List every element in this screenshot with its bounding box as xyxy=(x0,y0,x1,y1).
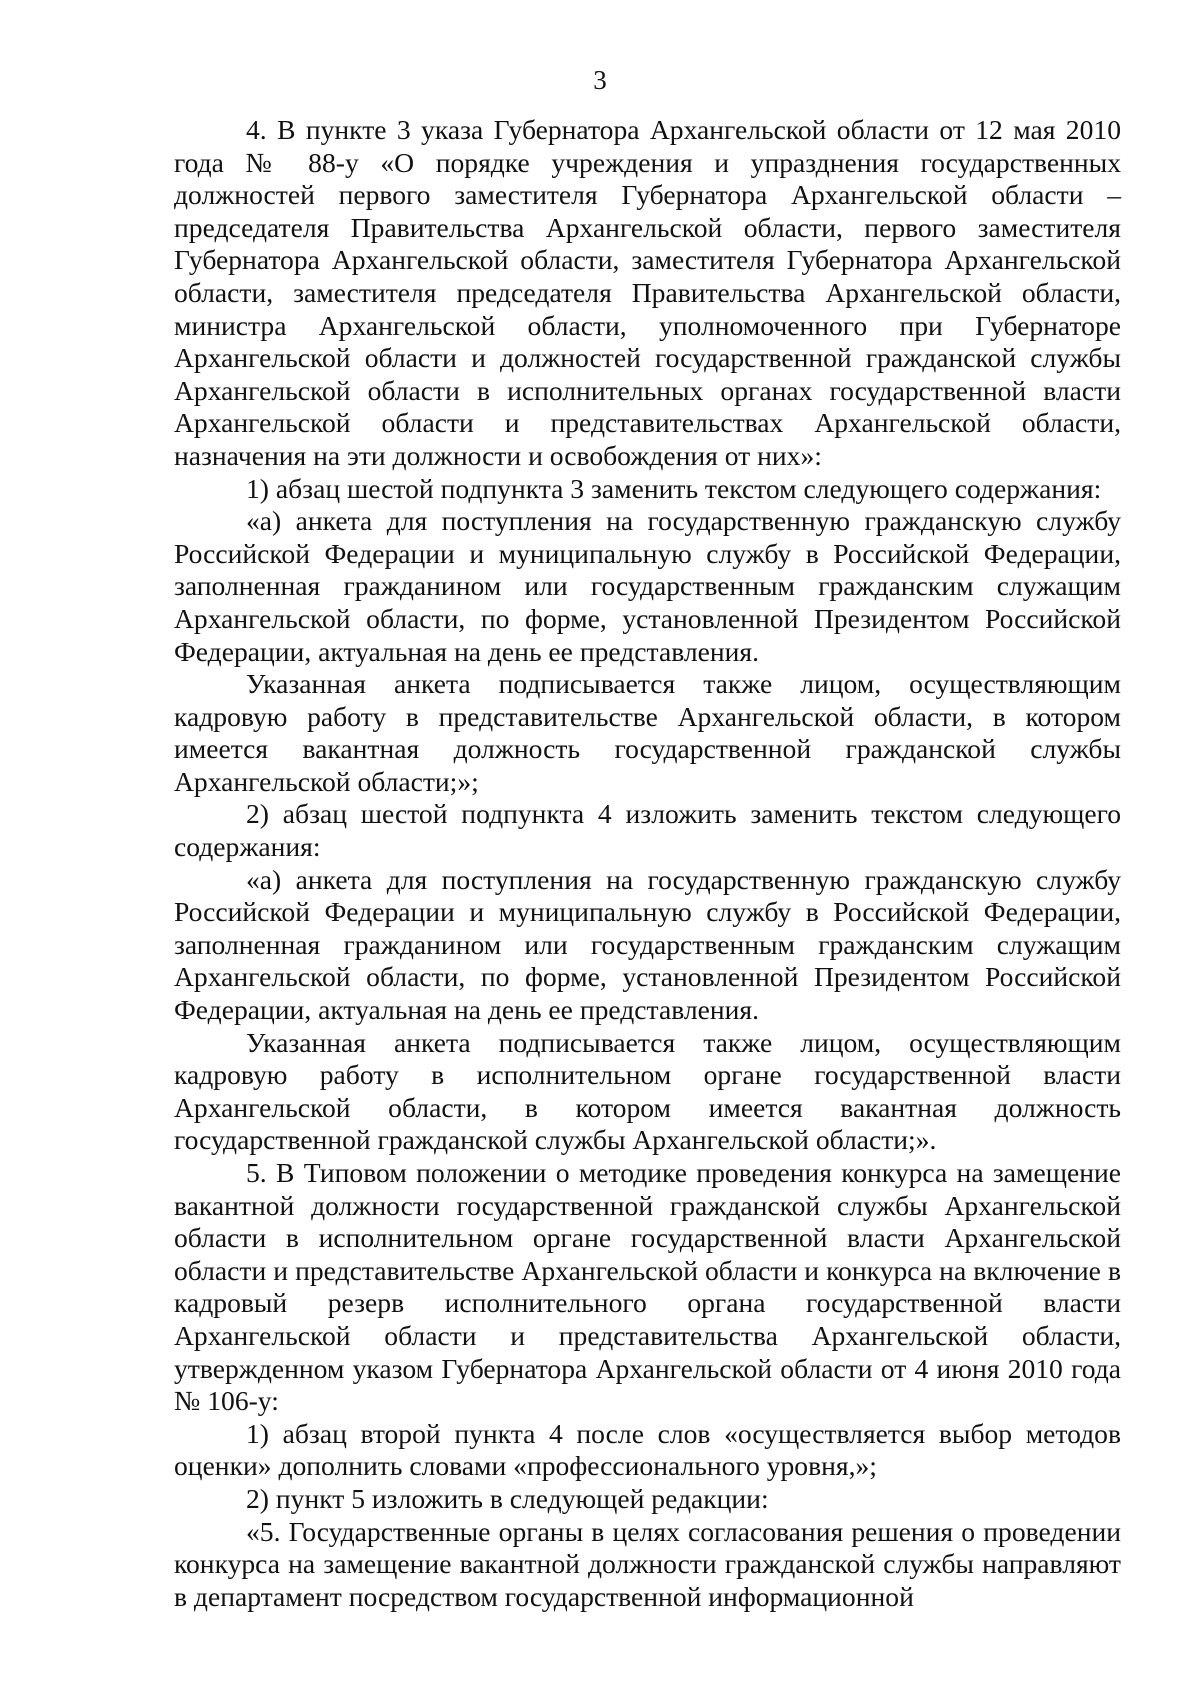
paragraph-item-5: 5. В Типовом положении о методике проведения конкурса на замещение вакантной должности государственной гражданской службы Архангельской области в исполнительном органе государственной власти Архангельской области и представительстве Архангельской области и конкурса на включение в кадровый резерв исполнительного органа государственной власти Архангельской области и представительства Архангельской области, утвержденном указом Губернатора Архангельской области от 4 июня 2010 года № 106-у: xyxy=(174,1157,1121,1417)
paragraph-subitem-1: 1) абзац второй пункта 4 после слов «осуществляется выбор методов оценки» дополнить словами «профессионального уровня,»; xyxy=(174,1417,1121,1482)
document-body xyxy=(174,114,1121,1613)
paragraph-quote-a: «а) анкета для поступления на государственную гражданскую службу Российской Федерации и муниципальную службу в Российской Федерации, заполненная гражданином или государственным гражданским служащим Архангельской области, по форме, установленной Президентом Российской Федерации, актуальная на день ее представления. xyxy=(174,863,1121,1026)
paragraph-subitem-1: 1) абзац шестой подпункта 3 заменить текстом следующего содержания: xyxy=(246,472,1102,504)
paragraph-subitem-2: 2) абзац шестой подпункта 4 изложить заменить текстом следующего содержания: xyxy=(174,798,1121,863)
paragraph-quote-continuation: Указанная анкета подписывается также лицом, осуществляющим кадровую работу в исполнительном органе государственной власти Архангельской области, в котором имеется вакантная должность государственной гражданской службы Архангельской области;». xyxy=(174,1026,1121,1156)
paragraph-subitem-2: 2) пункт 5 изложить в следующей редакции: xyxy=(246,1482,769,1514)
paragraph-item-4: 4. В пункте 3 указа Губернатора Архангельской области от 12 мая 2010 года № 88-у «О порядке учреждения и упразднения государственных должностей первого заместителя Губернатора Архангельской области – председателя Правительства Архангельской области, первого заместителя Губернатора Архангельской области, заместителя Губернатора Архангельской области, заместителя председателя Правительства Архангельской области, министра Архангельской области, уполномоченного при Губернаторе Архангельской области и должностей государственной гражданской службы Архангельской области в исполнительных органах государственной власти Архангельской области и представительствах Архангельской области, назначения на эти должности и освобождения от них»: xyxy=(174,114,1121,471)
page-number: 3 xyxy=(593,65,607,95)
paragraph-quote-5: «5. Государственные органы в целях согласования решения о проведении конкурса на замещение вакантной должности гражданской службы направляют в департамент посредством государственной информационной xyxy=(174,1515,1121,1612)
paragraph-quote-continuation: Указанная анкета подписывается также лицом, осуществляющим кадровую работу в представительстве Архангельской области, в котором имеется вакантная должность государственной гражданской службы Архангельской области;»; xyxy=(174,668,1121,797)
paragraph-quote-a: «а) анкета для поступления на государственную гражданскую службу Российской Федерации и муниципальную службу в Российской Федерации, заполненная гражданином или государственным гражданским служащим Архангельской области, по форме, установленной Президентом Российской Федерации, актуальная на день ее представления. xyxy=(174,505,1121,667)
